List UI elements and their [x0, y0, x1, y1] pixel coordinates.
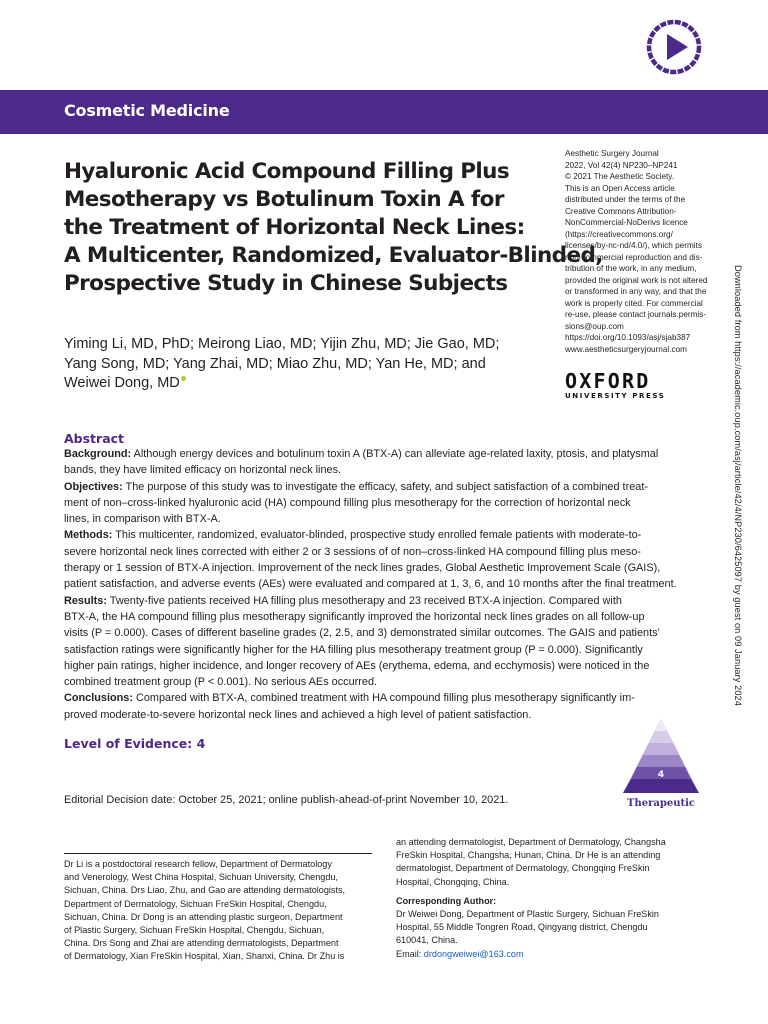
author-line: Yiming Li, MD, PhD; Meirong Liao, MD; Yijin Zhu, MD; Jie Gao, MD;: [64, 336, 500, 352]
abstract-text: higher pain ratings, higher incidence, and longer recovery of AEs (erythema, edema, and ecchymosis) were noticed in the: [64, 659, 650, 672]
abstract-line: [64, 642, 704, 658]
journal-info-line: distributed under the terms of the: [565, 195, 686, 204]
abstract-line: [64, 707, 704, 723]
author-list: [64, 335, 554, 394]
footnote-line: China. Drs Song and Zhai are attending dermatologists, Department: [64, 938, 339, 949]
abstract-text: proved moderate-to-severe horizontal neck lines and achieved a high level of patient satisfaction.: [64, 708, 532, 721]
publisher-press: UNIVERSITY PRESS: [565, 392, 666, 400]
abstract-line: [64, 674, 704, 690]
abstract-line: [64, 527, 704, 543]
footnote-line: Hospital, Chongqing, China.: [396, 876, 510, 887]
journal-info-line: Aesthetic Surgery Journal: [565, 149, 659, 158]
abstract-text: visits (P = 0.000). Cases of different baseline grades (2, 2.5, and 3) demonstrated similar outcomes. The GAIS and patients’: [64, 627, 660, 640]
journal-info-line: NonCommercial-NoDerivs licence: [565, 218, 688, 227]
journal-info-line: licenses/by-nc-nd/4.0/), which permits: [565, 241, 702, 250]
abstract-text: combined treatment group (P < 0.001). No serious AEs occurred.: [64, 676, 378, 689]
footnote-line: of Plastic Surgery, Sichuan FreSkin Hospital, Chengdu, Sichuan,: [64, 925, 325, 936]
title-line: Mesotherapy vs Botulinum Toxin A for: [64, 187, 504, 212]
footnote-line: Department of Dermatology, Sichuan FreSkin Hospital, Chengdu,: [64, 898, 327, 909]
abstract-text: bands, they have limited efficacy on horizontal neck lines.: [64, 464, 342, 477]
abstract-text: lines, in comparison with BTX-A.: [64, 513, 221, 526]
abstract-line: [64, 609, 704, 625]
abstract-text: satisfaction ratings were significantly higher for the HA filling plus mesotherapy treatment group (P = 0.000). Significantly: [64, 643, 643, 656]
corresponding-address: [396, 908, 706, 948]
abstract-section-label: Conclusions:: [64, 692, 133, 705]
author-line: [64, 374, 554, 394]
journal-info: [565, 148, 715, 355]
abstract-line: [64, 560, 704, 576]
footnote-line: and Venerology, West China Hospital, Sichuan University, Chengdu,: [64, 872, 338, 883]
journal-info-line: or transformed in any way, and that the: [565, 287, 707, 296]
author-last: Weiwei Dong, MD: [64, 375, 180, 391]
download-notice: Downloaded from https://academic.oup.com/asj/article/42/4/NP230/6425097 by guest on 09 January 2024: [733, 265, 743, 706]
abstract-section-label: Objectives:: [64, 480, 123, 493]
abstract-line: [64, 658, 704, 674]
abstract-line: [64, 495, 704, 511]
journal-info-line: work is properly cited. For commercial: [565, 298, 703, 308]
abstract-body: [64, 446, 704, 723]
footnote-line: of Dermatology, Xian FreSkin Hospital, Xian, Shanxi, China. Dr Zhu is: [64, 951, 345, 962]
pyramid-level: 4: [657, 770, 665, 780]
journal-info-line: tribution of the work, in any medium,: [565, 264, 697, 273]
journal-info-line: (https://creativecommons.org/: [565, 229, 673, 239]
abstract-text: severe horizontal neck lines corrected with either 2 or 3 sessions of of non–cross-linked HA compound filling plus meso-: [64, 545, 641, 558]
level-of-evidence: Level of Evidence: 4: [64, 736, 206, 751]
author-line: Yang Song, MD; Yang Zhai, MD; Miao Zhu, MD; Yan He, MD; and: [64, 355, 486, 372]
title-line: A Multicenter, Randomized, Evaluator-Blinded,: [64, 243, 603, 268]
editorial-decision: Editorial Decision date: October 25, 2021; online publish-ahead-of-print November 10, 2021.: [64, 794, 509, 806]
abstract-text: This multicenter, randomized, evaluator-blinded, prospective study enrolled female patients with moderate-to-: [112, 529, 642, 542]
abstract-line: [64, 446, 704, 462]
article-title: [64, 158, 603, 298]
title-line: the Treatment of Horizontal Neck Lines:: [64, 215, 525, 240]
abstract-section-label: Methods:: [64, 529, 113, 542]
abstract-text: The purpose of this study was to investigate the efficacy, safety, and subject satisfaction of a combined treat-: [122, 480, 648, 493]
footnote-continued: [396, 836, 706, 961]
corresponding-line: 610041, China.: [396, 935, 458, 946]
play-icon[interactable]: [645, 18, 703, 76]
evidence-pyramid-icon: [620, 717, 702, 809]
journal-info-line: 2022, Vol 42(4) NP230–NP241: [565, 160, 678, 170]
abstract-line: [64, 593, 704, 609]
journal-info-line: This is an Open Access article: [565, 183, 675, 193]
abstract-line: [64, 462, 704, 478]
email-link[interactable]: drdongweiwei@163.com: [423, 948, 524, 959]
footnote-line: an attending dermatologist, Department of Dermatology, Changsha: [396, 837, 666, 847]
corresponding-email-line: [396, 948, 706, 961]
footnote-line: Sichuan, China. Dr Dong is an attending plastic surgeon, Department: [64, 911, 343, 922]
title-line: Hyaluronic Acid Compound Filling Plus: [64, 159, 510, 184]
corresponding-line: Dr Weiwei Dong, Department of Plastic Surgery, Sichuan FreSkin: [396, 909, 659, 920]
abstract-line: [64, 479, 704, 495]
abstract-text: BTX-A, the HA compound filling plus mesotherapy significantly improved the horizontal neck lines grades on all follow-up: [64, 610, 645, 623]
title-line: Prospective Study in Chinese Subjects: [64, 271, 508, 296]
abstract-text: Twenty-five patients received HA filling plus mesotherapy and 23 received BTX-A injection. Compared with: [106, 594, 622, 607]
footnote-line: dermatologist, Department of Dermatology, Chongqing FreSkin: [396, 863, 650, 874]
footnote-line: Sichuan, China. Drs Liao, Zhu, and Gao are attending dermatologists,: [64, 885, 346, 896]
pyramid-caption: Therapeutic: [627, 798, 695, 809]
journal-info-line: © 2021 The Aesthetic Society.: [565, 172, 675, 181]
abstract-line: [64, 576, 704, 592]
abstract-text: therapy or 1 session of BTX-A injection. Improvement of the neck lines grades, Global Aesthetic Improvement Scale (GAIS),: [64, 562, 661, 575]
abstract-line: [64, 690, 704, 706]
abstract-heading: Abstract: [64, 431, 125, 446]
section-label: Cosmetic Medicine: [64, 101, 230, 120]
journal-info-line: re-use, please contact journals.permis-: [565, 310, 707, 319]
footnote-line: FreSkin Hospital, Changsha, Hunan, China. Dr He is an attending: [396, 850, 661, 861]
abstract-text: patient satisfaction, and adverse events (AEs) were evaluated and compared at 1, 3, 6, and 10 months after the final treatment.: [64, 578, 677, 591]
journal-info-line: https://doi.org/10.1093/asj/sjab387: [565, 333, 691, 342]
journal-info-line: non-commercial reproduction and dis-: [565, 252, 703, 262]
email-label: Email:: [396, 948, 424, 959]
abstract-section-label: Results:: [64, 594, 107, 607]
abstract-line: [64, 625, 704, 641]
footnote-affiliations: [64, 858, 374, 964]
orcid-icon[interactable]: [181, 376, 186, 381]
corresponding-line: Hospital, 55 Middle Tongren Road, Qingyang district, Chengdu: [396, 922, 648, 933]
corresponding-heading: Corresponding Author:: [396, 895, 497, 906]
journal-info-line: sions@oup.com: [565, 321, 624, 331]
footnote-continued-lines: [396, 836, 706, 889]
abstract-text: Compared with BTX-A, combined treatment with HA compound filling plus mesotherapy significantly im-: [132, 692, 635, 705]
abstract-section-label: Background:: [64, 448, 132, 460]
journal-info-line: Creative Commons Attribution-: [565, 206, 677, 216]
abstract-line: [64, 511, 704, 527]
journal-info-line: provided the original work is not altered: [565, 275, 708, 285]
publisher-logo: [565, 371, 675, 400]
abstract-text: ment of non–cross-linked hyaluronic acid (HA) compound filling plus mesotherapy for the correction of horizontal neck: [64, 496, 631, 509]
publisher-name: OXFORD: [565, 369, 651, 393]
journal-info-line: www.aestheticsurgeryjournal.com: [565, 344, 687, 354]
footnote-rule: [64, 853, 372, 854]
footnote-line: Dr Li is a postdoctoral research fellow, Department of Dermatology: [64, 859, 332, 869]
abstract-line: [64, 544, 704, 560]
abstract-text: Although energy devices and botulinum toxin A (BTX-A) can alleviate age-related laxity, ptosis, and platysmal: [131, 448, 659, 460]
